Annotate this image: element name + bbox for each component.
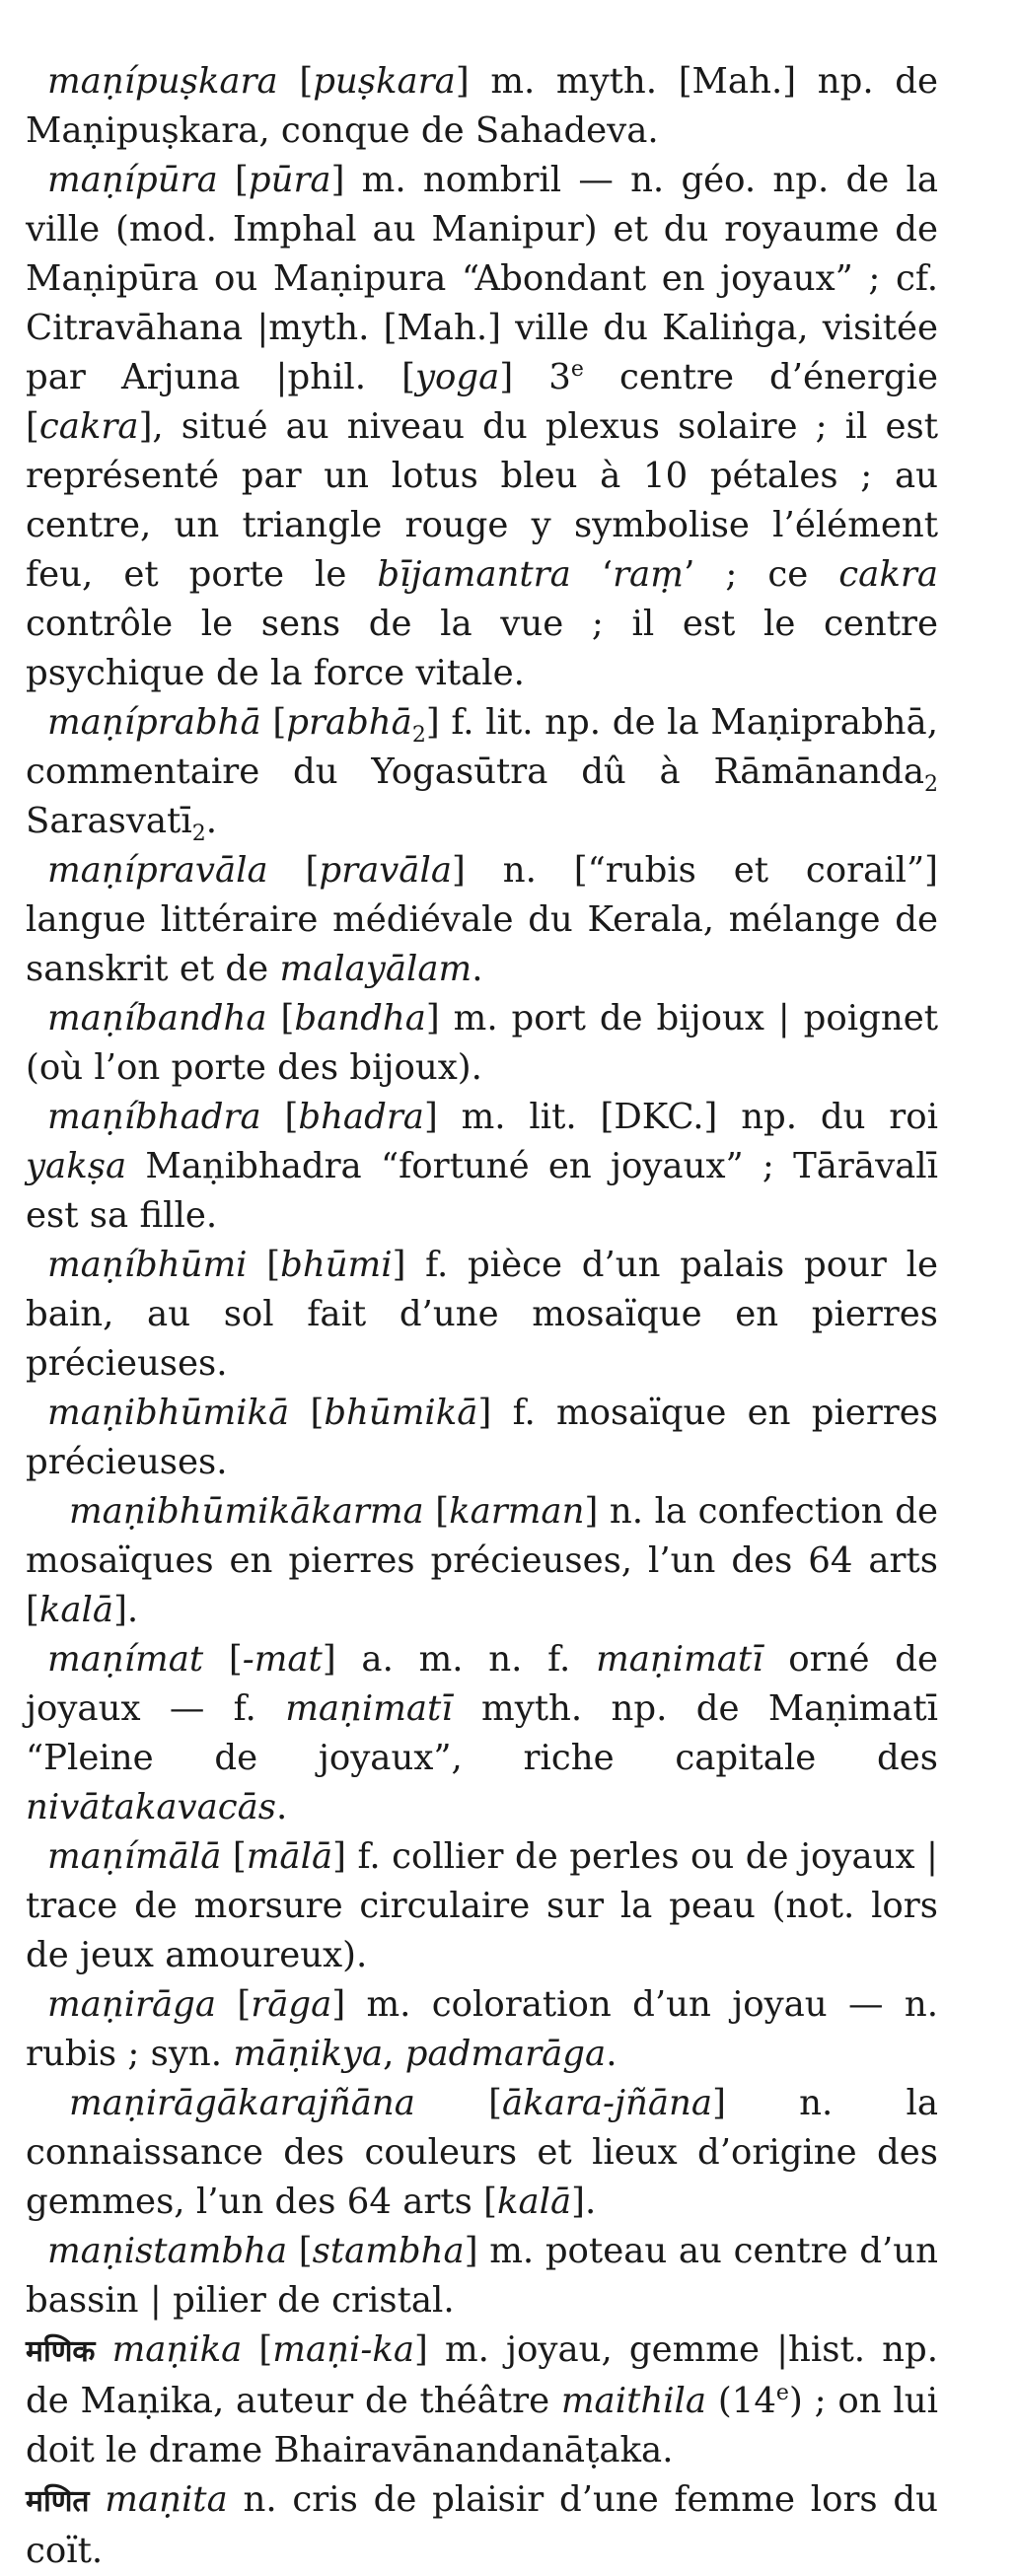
- entry-text: [: [221, 1836, 247, 1877]
- dictionary-entry: [26, 1832, 938, 1980]
- headword: maṇistambha: [47, 2231, 288, 2271]
- italic-term: puṣkara: [313, 61, 456, 102]
- entry-text: ] m. lit. [DKC.] np. du roi: [423, 1097, 938, 1137]
- dictionary-entry: [26, 846, 938, 994]
- italic-term: māṇikya: [233, 2034, 384, 2074]
- dictionary-entry: [26, 2079, 938, 2227]
- entry-text: (14: [706, 2381, 776, 2421]
- headword: maṇíprabhā: [47, 702, 261, 743]
- devanagari-headword: मणिक: [26, 2334, 96, 2369]
- entry-text: ] a. m. n. f.: [322, 1639, 597, 1680]
- entry-text: ].: [571, 2182, 597, 2222]
- subscript: 2: [924, 772, 938, 798]
- italic-term: bhūmikā: [324, 1393, 478, 1433]
- entry-text: ] n. la connaissance des couleurs et lieux d’origine des gemmes, l’un des 64 arts [: [26, 2083, 938, 2222]
- headword: maṇibhūmikā: [47, 1393, 290, 1433]
- entry-text: .: [276, 1787, 288, 1827]
- entry-text: ] m. myth. [Mah.] np. de Maṇipuṣkara, conque de Sahadeva.: [26, 61, 938, 151]
- italic-term: padmarāga: [404, 2034, 607, 2074]
- italic-term: pravāla: [319, 850, 452, 891]
- subscript: 2: [411, 723, 426, 749]
- headword: maṇirāga: [47, 1984, 217, 2025]
- entry-text: ], situé au niveau du plexus solaire ; il est représenté par un lotus bleu à 10 pétales ; au centre, un triangle rouge y symbolise l’élément feu, et porte le: [26, 406, 938, 595]
- entry-text: ] 3: [499, 357, 571, 397]
- dictionary-entry: [26, 1389, 938, 1487]
- dictionary-entry: [26, 2326, 938, 2475]
- entry-text: [95, 2329, 111, 2370]
- entry-text: Maṇibhadra “fortuné en joyaux” ; Tārāvalī est sa fille.: [26, 1146, 938, 1236]
- italic-term: raṃ: [613, 554, 685, 595]
- entry-text: ) ; on lui doit le drame Bhairavānandanāṭaka.: [26, 2381, 938, 2470]
- italic-term: stambha: [312, 2231, 465, 2271]
- headword: maṇímat: [47, 1639, 204, 1680]
- headword: maṇípravāla: [47, 850, 268, 891]
- italic-term: kalā: [38, 1590, 114, 1630]
- dictionary-entry: [26, 994, 938, 1093]
- entry-text: [: [277, 61, 314, 102]
- entry-text: [90, 2479, 106, 2520]
- entry-text: [: [217, 160, 249, 200]
- entry-text: [: [267, 850, 320, 891]
- entry-text: [: [242, 2329, 273, 2370]
- entry-text: ] f. pièce d’un palais pour le bain, au sol fait d’une mosaïque en pierres précieuses.: [26, 1245, 938, 1384]
- devanagari-headword: मणित: [26, 2484, 90, 2519]
- headword: maṇibhūmikākarma: [69, 1491, 424, 1532]
- entry-text: ] m. port de bijoux | poignet (où l’on porte des bijoux).: [26, 998, 938, 1088]
- entry-text: ’ ; ce: [684, 554, 839, 595]
- entry-text: ‘: [570, 554, 614, 595]
- italic-term: mālā: [246, 1836, 333, 1877]
- italic-term: maithila: [560, 2381, 707, 2421]
- entry-text: centre d’énergie [: [26, 357, 938, 447]
- headword: maṇika: [111, 2329, 243, 2370]
- entry-text: [: [216, 1984, 252, 2025]
- italic-term: karman: [449, 1491, 585, 1532]
- entry-text: ] m. coloration d’un joyau — n. rubis ; syn.: [26, 1984, 938, 2074]
- italic-term: bandha: [294, 998, 426, 1038]
- entry-text: ] m. nombril — n. géo. np. de la ville (mod. Imphal au Manipur) et du royaume de Maṇipūra ou Maṇipura “Abondant en joyaux” ; cf. Citravāhana |myth. [Mah.] ville du Kaliṅga, visitée par Arjuna |phil. [: [26, 160, 938, 397]
- headword: maṇita: [105, 2479, 228, 2520]
- entry-text: Sarasvatī: [26, 801, 192, 841]
- entry-text: [: [287, 2231, 313, 2271]
- dictionary-entry: [26, 1093, 938, 1241]
- headword: maṇíbhadra: [47, 1097, 261, 1137]
- entry-text: .: [205, 801, 217, 841]
- italic-term: maṇimatī: [596, 1639, 763, 1680]
- headword: maṇípūra: [47, 160, 218, 200]
- headword: maṇíbhūmi: [47, 1245, 248, 1285]
- italic-term: bījamantra: [377, 554, 571, 595]
- italic-term: cakra: [38, 406, 139, 447]
- italic-term: ākara-jñāna: [502, 2083, 713, 2123]
- italic-term: yakṣa: [26, 1146, 127, 1186]
- entry-text: [: [414, 2083, 503, 2123]
- entry-text: ,: [383, 2034, 405, 2074]
- dictionary-entry: [26, 57, 938, 156]
- entry-text: myth. np. de Maṇimatī “Pleine de joyaux”, riche capitale des: [26, 1688, 938, 1778]
- italic-term: bhadra: [298, 1097, 424, 1137]
- headword: maṇirāgākarajñāna: [69, 2083, 415, 2123]
- entry-text: [: [289, 1393, 325, 1433]
- entry-text: orné de joyaux — f.: [26, 1639, 938, 1729]
- entry-text: ] m. joyau, gemme |hist. np. de Maṇika, auteur de théâtre: [26, 2329, 938, 2421]
- entry-text: ] n. [“rubis et corail”] langue littéraire médiévale du Kerala, mélange de sanskrit et de: [26, 850, 938, 989]
- dictionary-entry: [26, 698, 938, 846]
- entry-text: [: [247, 1245, 281, 1285]
- entry-text: ] n. la confection de mosaïques en pierres précieuses, l’un des 64 arts [: [26, 1491, 938, 1630]
- entry-text: [: [203, 1639, 243, 1680]
- italic-term: rāga: [251, 1984, 332, 2025]
- dictionary-entry: [26, 156, 938, 698]
- entry-text: contrôle le sens de la vue ; il est le centre psychique de la force vitale.: [26, 604, 938, 693]
- entry-text: ] m. poteau au centre d’un bassin | pilier de cristal.: [26, 2231, 938, 2321]
- entry-text: ] f. lit. np. de la Maṇiprabhā, commentaire du Yogasūtra dû à Rāmānanda: [26, 702, 938, 792]
- superscript: e: [570, 357, 584, 383]
- dictionary-entry: [26, 2227, 938, 2326]
- entry-text: .: [606, 2034, 617, 2074]
- subscript: 2: [191, 822, 206, 847]
- entry-text: [: [423, 1491, 450, 1532]
- dictionary-entry: [26, 1241, 938, 1389]
- entry-text: [: [260, 702, 287, 743]
- italic-term: -mat: [242, 1639, 323, 1680]
- italic-term: maṇimatī: [285, 1688, 453, 1729]
- italic-term: malayālam: [279, 949, 472, 989]
- italic-term: cakra: [838, 554, 938, 595]
- dictionary-entry: [26, 1980, 938, 2079]
- superscript: e: [775, 2381, 789, 2406]
- dictionary-entry: [26, 1487, 938, 1635]
- entry-text: ] f. collier de perles ou de joyaux | trace de morsure circulaire sur la peau (not. lors de jeux amoureux).: [26, 1836, 938, 1975]
- entry-text: [: [266, 998, 295, 1038]
- italic-term: pūra: [248, 160, 331, 200]
- entry-text: .: [472, 949, 483, 989]
- italic-term: kalā: [496, 2182, 572, 2222]
- headword: maṇímālā: [47, 1836, 222, 1877]
- entry-text: ] f. mosaïque en pierres précieuses.: [26, 1393, 938, 1482]
- italic-term: prabhā: [286, 702, 412, 743]
- entry-text: [: [260, 1097, 299, 1137]
- dictionary-entry: [26, 2475, 938, 2576]
- italic-term: maṇi-ka: [272, 2329, 414, 2370]
- headword: maṇíbandha: [47, 998, 267, 1038]
- entry-text: ].: [113, 1590, 139, 1630]
- italic-term: yoga: [415, 357, 500, 397]
- italic-term: nivātakavacās: [26, 1787, 277, 1827]
- italic-term: bhūmi: [280, 1245, 393, 1285]
- entry-text: n. cris de plaisir d’une femme lors du coït.: [26, 2479, 938, 2571]
- headword: maṇípuṣkara: [47, 61, 278, 102]
- dictionary-entry: [26, 1635, 938, 1832]
